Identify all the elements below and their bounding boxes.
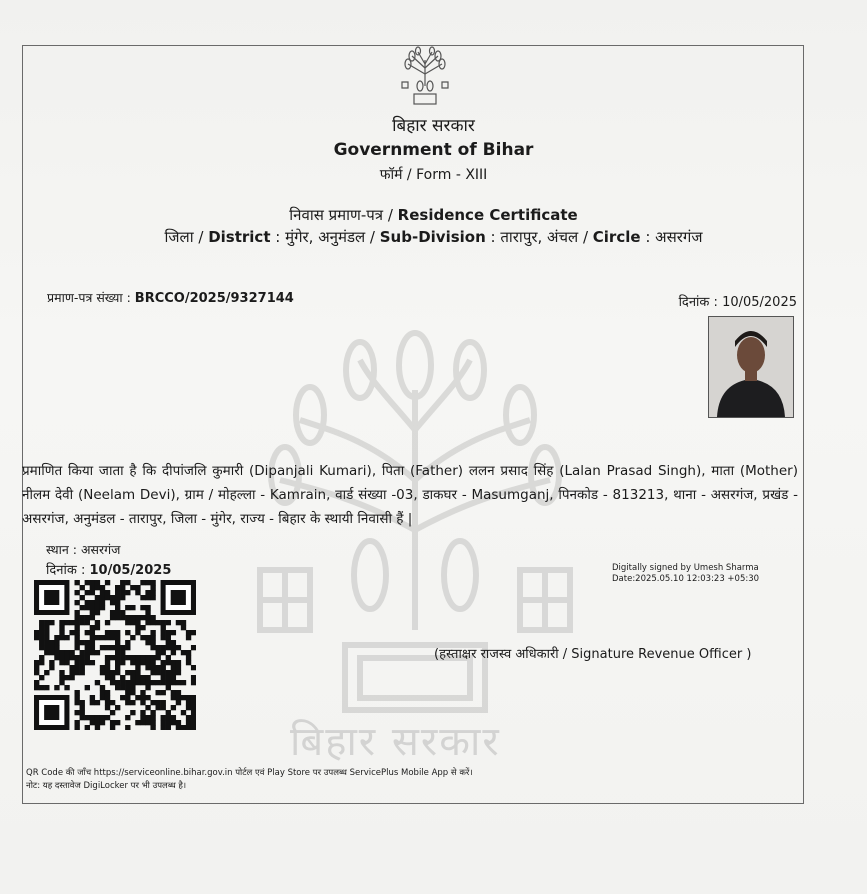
digital-signer: Digitally signed by Umesh Sharma [612,563,759,573]
date-label: दिनांक : [678,295,718,310]
subdivision-value: तारापुर [500,228,538,246]
district-value: मुंगेर [285,228,309,246]
person-photo-icon [709,317,793,417]
district-label-en: District [208,228,271,246]
applicant-photo [708,316,794,418]
watermark-emblem-icon [250,330,580,770]
subdivision-label-en: Sub-Division [379,228,486,246]
place-line [46,541,120,558]
cert-no-value: BRCCO/2025/9327144 [134,291,294,306]
cert-no-label: प्रमाण-पत्र संख्या : [47,290,131,305]
signature-label: (हस्ताक्षर राजस्व अधिकारी / Signature Revenue Officer ) [434,647,752,662]
digilocker-note: नोट: यह दस्तावेज DigiLocker पर भी उपलब्ध है। [26,781,187,791]
qr-verification-note: QR Code की जाँच https://serviceonline.bihar.gov.in पोर्टल एवं Play Store पर उपलब्ध ServicePlus Mobile App से करें। [26,768,473,778]
gov-title: Government of Bihar [333,140,534,160]
district-label-hi: जिला [164,228,194,246]
issue-date [679,292,797,310]
bihar-emblem-icon [394,46,456,108]
place-label: स्थान : [46,542,77,557]
digital-date: Date:2025.05.10 12:03:23 +05:30 [612,574,760,584]
district-line: जिला / District : मुंगेर, अनुमंडल / Sub-Division : तारापुर, अंचल / Circle : असरगंज [164,228,703,246]
digital-signature [612,563,759,585]
subdivision-label-hi: अनुमंडल [318,228,366,246]
title-sep: / [383,206,398,224]
circle-value: असरगंज [655,228,703,246]
circle-label-en: Circle [592,228,641,246]
bottom-date-value: 10/05/2025 [89,563,172,578]
certificate-body: प्रमाणित किया जाता है कि दीपांजलि कुमारी (Dipanjali Kumari), पिता (Father) ललन प्रसाद सिंह (Lalan Prasad Singh), माता (Mother) नीलम देवी (Neelam Devi), ग्राम / मोहल्ला - Kamrain, वार्ड संख्या -03, डाकघर - Masumganj, पिनकोड - 813213, थाना - असरगंज, प्रखंड - असरगंज, अनुमंडल - तारापुर, जिला - मुंगेर, राज्य - बिहार के स्थायी निवासी हैं | [22,463,798,527]
form-title [0,165,867,184]
qr-code[interactable] [34,580,196,730]
bottom-date-label: दिनांक : [46,563,86,578]
certificate-title [0,205,867,225]
certificate-number [47,289,294,306]
form-en: Form - XIII [416,167,488,183]
title-en: Residence Certificate [397,206,578,224]
form-sep: / [402,167,417,183]
hindi-gov-title: बिहार सरकार [392,116,475,136]
form-hindi: फॉर्म [379,167,403,183]
circle-label-hi: अंचल [547,228,579,246]
date-value: 10/05/2025 [722,295,797,310]
title-hindi: निवास प्रमाण-पत्र [289,206,384,224]
place-value: असरगंज [80,542,121,557]
watermark-text: बिहार सरकार [290,719,501,765]
bottom-date-line [46,560,171,578]
